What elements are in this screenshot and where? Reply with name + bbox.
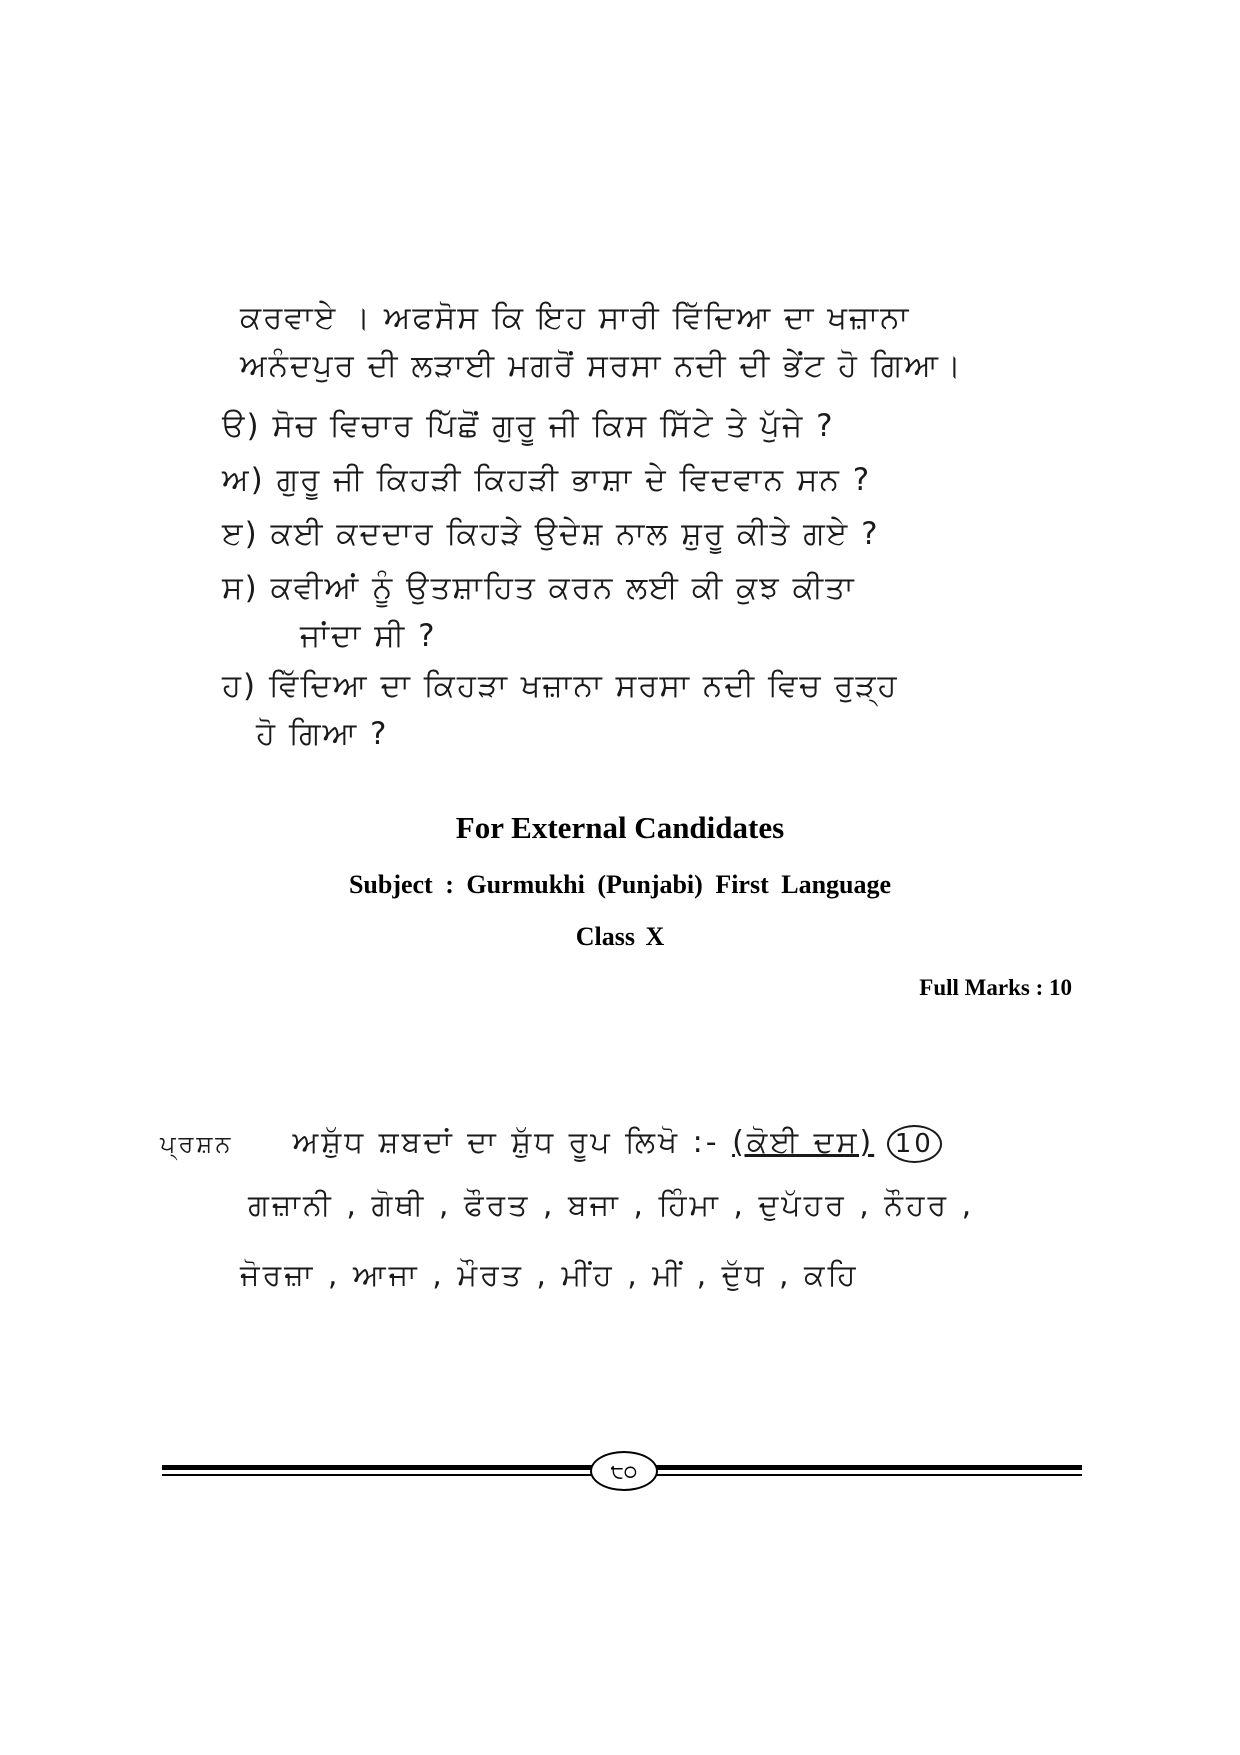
question-c: ੲ) ਕਈ ਕਦਦਾਰ ਕਿਹੜੇ ਉਦੇਸ਼ ਨਾਲ ਸ਼ੁਰੂ ਕੀਤੇ ਗਏ ?: [222, 516, 880, 552]
question-d: ਸ) ਕਵੀਆਂ ਨੂੰ ਉਤਸ਼ਾਹਿਤ ਕਰਨ ਲਈ ਕੀ ਕੁਝ ਕੀਤਾ: [222, 570, 856, 606]
marks-circle: 10: [887, 1125, 942, 1163]
question-text: ਅਸ਼ੁੱਧ ਸ਼ਬਦਾਂ ਦਾ ਸ਼ੁੱਧ ਰੂਪ ਲਿਖੋ :-: [292, 1125, 720, 1160]
handwritten-line: ਅਨੰਦਪੁਰ ਦੀ ਲੜਾਈ ਮਗਰੋਂ ਸਰਸਾ ਨਦੀ ਦੀ ਭੇਂਟ ਹੋ ਗਿਆ।: [240, 348, 963, 384]
question-row: [160, 1125, 942, 1163]
page-number: ੮੦: [590, 1451, 658, 1491]
page-title: For External Candidates: [455, 810, 785, 845]
subject-line: Subject : Gurmukhi (Punjabi) First Language: [348, 870, 892, 899]
handwritten-line: ਕਰਵਾਏ । ਅਫਸੋਸ ਕਿ ਇਹ ਸਾਰੀ ਵਿੱਦਿਆ ਦਾ ਖਜ਼ਾਨਾ: [240, 300, 911, 336]
class-line: Class X: [575, 922, 665, 951]
question-e: ਹ) ਵਿੱਦਿਆ ਦਾ ਕਿਹੜਾ ਖਜ਼ਾਨਾ ਸਰਸਾ ਨਦੀ ਵਿਚ ਰੁੜ੍ਹ: [222, 668, 899, 704]
question-label: ਪ੍ਰਸ਼ਨ: [160, 1130, 234, 1158]
word-list-line: ਜੋਰਜ਼ਾ , ਆਜਾ , ਮੌਰਤ , ਮੀਂਹ , ਮੀਂ , ਦੁੱਧ , ਕਹਿ: [240, 1258, 859, 1293]
full-marks: Full Marks : 10: [919, 975, 1072, 1000]
marks-note: (ਕੋਈ ਦਸ): [732, 1125, 875, 1160]
question-a: ੳ) ਸੋਚ ਵਿਚਾਰ ਪਿੱਛੋਂ ਗੁਰੂ ਜੀ ਕਿਸ ਸਿੱਟੇ ਤੇ ਪੁੱਜੇ ?: [222, 408, 835, 444]
word-list-line: ਗਜ਼ਾਨੀ , ਗੋਥੀ , ਫੌਰਤ , ਬਜਾ , ਹਿੰਮਾ , ਦੁਪੱਹਰ , ਨੌਹਰ ,: [248, 1188, 975, 1223]
question-b: ਅ) ਗੁਰੂ ਜੀ ਕਿਹੜੀ ਕਿਹੜੀ ਭਾਸ਼ਾ ਦੇ ਵਿਦਵਾਨ ਸਨ ?: [222, 462, 872, 498]
question-e-continued: ਹੋ ਗਿਆ ?: [256, 716, 389, 752]
question-d-continued: ਜਾਂਦਾ ਸੀ ?: [300, 618, 437, 654]
